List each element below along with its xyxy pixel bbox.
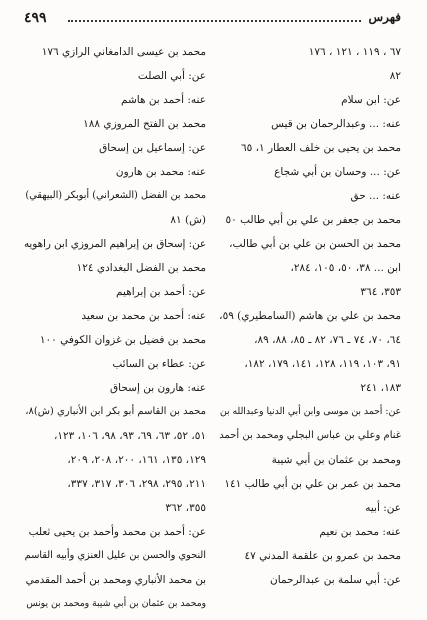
index-line: عن: عطاء بن السائب	[112, 358, 206, 370]
index-line: محمد بن القاسم أبو بكر ابن الأنباري (ش)٨،	[25, 406, 206, 417]
index-line: ٥١، ٥٢، ٦٣، ٦٩، ٩٣، ٩٨، ١٠٦، ١٢٣،	[53, 430, 206, 442]
index-line: (ش) ٨١	[170, 214, 206, 226]
index-line: عنه: أحمد بن هاشم	[120, 94, 206, 106]
index-line: عنه: أحمد بن محمد بن سعيد	[81, 310, 206, 322]
index-line: عن: ابن سلام	[341, 94, 401, 106]
index-columns	[24, 40, 401, 612]
index-line: محمد بن عمر بن علي بن أبي طالب ١٤١	[224, 478, 401, 490]
index-line: عن: إسحاق بن إبراهيم المروزي ابن راهويه	[24, 238, 206, 250]
index-line: غنام وعلي بن عباس البجلي ومحمد بن أحمد	[219, 430, 401, 441]
index-line: عن: أبيه	[365, 502, 401, 514]
index-line: ١٨٣، ٢٤١	[360, 382, 401, 394]
index-line: ٣٥٣، ٣٦٤	[360, 286, 401, 298]
index-line: ٦٤، ٧٠، ٧٤ ـ ٧٦، ٨٢ ـ ٨٥، ٨٨، ٨٩،	[254, 334, 401, 346]
index-line: ٢١١، ٢٩٥، ٢٩٨، ٣٠٦، ٣١٧، ٣٣٧،	[67, 478, 206, 490]
index-line: محمد بن الفضل (الشعراني) أبوبكر (البيهقي)	[25, 190, 206, 201]
index-line: ومحمد بن عثمان بن أبي شيبة	[271, 454, 401, 466]
page-number: ٤٩٩	[24, 10, 47, 26]
page-header	[24, 10, 401, 32]
index-line: ٦٧ ، ١١٩ ، ١٢١ ، ١٧٦	[308, 46, 401, 58]
left-column	[24, 40, 206, 616]
index-line: محمد بن الحسن بن علي بن أبي طالب،	[229, 238, 401, 250]
right-column	[219, 40, 401, 592]
index-line: عنه: ... وعبدالرحمان بن قيس	[271, 118, 401, 130]
index-line: عن: إسماعيل بن إسحاق	[99, 142, 206, 154]
index-line: ٣٥٥، ٣٦٢	[165, 502, 206, 514]
index-line: عن: أبي سلمة بن عبدالرحمان	[270, 574, 401, 586]
index-line: محمد بن يحيى بن خلف العطار ١، ٦٥	[240, 142, 401, 154]
index-line: محمد بن الفضل البغدادي ١٢٤	[76, 262, 206, 274]
index-line: بن محمد الأنباري ومحمد بن أحمد المقدمي	[25, 574, 206, 586]
index-line: عن: أحمد بن محمد وأحمد بن يحيى ثعلب	[28, 526, 206, 538]
index-line: ومحمد بن عثمان بن أبي شيبة ومحمد بن يونس	[26, 598, 206, 609]
index-line: محمد بن الفتح المروزي ١٨٨	[83, 118, 206, 130]
index-line: ابن ... ٣٨، ٥٠، ١٠٥، ٢٨٤،	[290, 262, 401, 274]
index-line: عنه: هارون بن إسحاق	[110, 382, 206, 394]
index-line: عنه: محمد بن هارون	[115, 166, 206, 178]
index-line: محمد بن جعفر بن علي بن أبي طالب ٥٠	[225, 214, 401, 226]
running-title: فهرس	[368, 10, 401, 24]
index-line: عن: أحمد بن إبراهيم	[116, 286, 206, 298]
index-line: عن: أبي الصلت	[137, 70, 206, 82]
index-line: محمد بن عيسى الدامغاني الرازي ١٧٦	[41, 46, 206, 58]
index-line: عن: ... وحسان بن أبي شجاع	[274, 166, 401, 178]
index-line: محمد بن فضيل بن غزوان الكوفي ١٠٠	[39, 334, 206, 346]
index-line: النحوي والحسن بن عليل العنزي وأبيه القاسم	[24, 550, 206, 561]
index-line: عن: أحمد بن موسى وابن أبي الدنيا وعبدالله بن	[219, 406, 401, 417]
index-line: ١٢٩، ١٣٥، ١٦١، ٢٠٠، ٢٠٨، ٢٠٩،	[67, 454, 206, 466]
index-line: عنه: محمد بن نعيم	[319, 526, 401, 538]
index-line: ٩١، ١٠٣، ١١٩، ١٢٨، ١٤١، ١٧٩، ١٨٢،	[244, 358, 401, 370]
leader-dots	[68, 20, 361, 22]
index-line: محمد بن علي بن هاشم (السامطيري) ٥٩،	[219, 310, 401, 322]
index-line: ٨٢	[389, 70, 401, 82]
index-line: محمد بن عمرو بن علقمة المدني ٤٧	[244, 550, 401, 562]
index-line: عنه: ... حق	[350, 190, 401, 202]
